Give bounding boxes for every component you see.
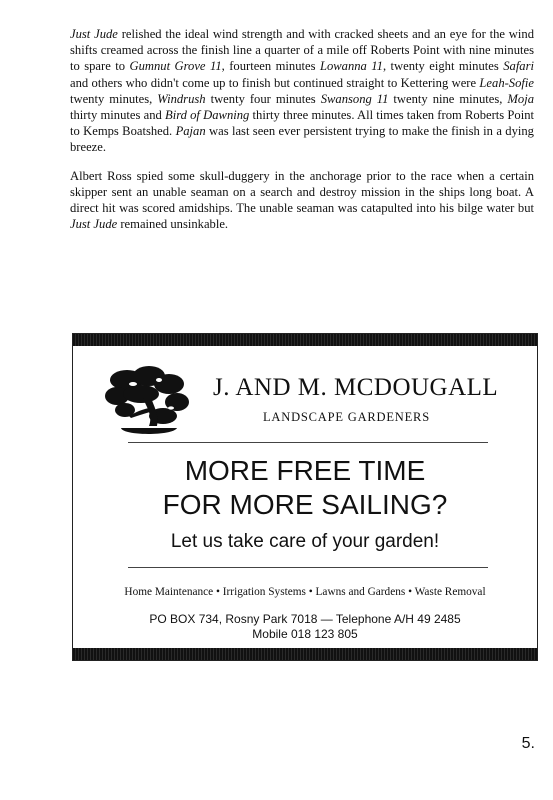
headline-line-2: FOR MORE SAILING? <box>162 489 448 520</box>
subheadline: Let us take care of your garden! <box>170 531 440 552</box>
company-name: J. AND M. MCDOUGALL <box>213 374 499 401</box>
article-paragraph-2: Albert Ross spied some skull-duggery in the anchorage prior to the race when a certain skipper sent an unable seaman on a search and destroy mission in the ships long boat. A direct hit was scored amidships. The unable seaman was catapulted into his bilge water but Just Jude remained unsinkable. <box>70 168 534 232</box>
italic-text: Safari <box>503 59 535 74</box>
headline-line-1: MORE FREE TIME <box>184 455 426 486</box>
italic-text: Lowanna 11 <box>319 59 383 74</box>
ad-bottom-bar <box>73 648 537 660</box>
article-body <box>70 26 534 244</box>
divider <box>128 567 488 568</box>
italic-text: Gumnut Grove 11 <box>129 59 222 74</box>
italic-text: Windrush <box>157 91 206 106</box>
article-paragraph-1: Just Jude relished the ideal wind strength and with cracked sheets and an eye for the wind shifts creamed across the finish line a quarter of a mile off Roberts Point with nine minutes to spare to Gumnut Grove 11, fourteen minutes Lowanna 11, twenty eight minutes Safari and others who didn't come up to finish but continued straight to Kettering were Leah-Sofie twenty minutes, Windrush twenty four minutes Swansong 11 twenty nine minutes, Moja thirty minutes and Bird of Dawning thirty three minutes. All times taken from Roberts Point to Kemps Boatshed. Pajan was last seen ever persistent trying to make the finish in a dying breeze. <box>70 27 535 155</box>
italic-text: Moja <box>507 91 534 106</box>
italic-text: Pajan <box>175 124 206 139</box>
italic-text: Leah-Sofie <box>479 75 534 90</box>
advertisement <box>72 333 538 661</box>
italic-text: Just Jude <box>70 27 118 41</box>
divider <box>128 442 488 443</box>
italic-text: Bird of Dawning <box>165 108 250 123</box>
company-tagline: LANDSCAPE GARDENERS <box>263 410 430 424</box>
services-list: Home Maintenance • Irrigation Systems • Lawns and Gardens • Waste Removal <box>124 586 486 598</box>
italic-text: Swansong 11 <box>320 91 389 106</box>
italic-text: Just Jude <box>70 217 118 232</box>
ad-top-bar <box>73 334 537 346</box>
contact-mobile: Mobile 018 123 805 <box>252 627 358 641</box>
page-number: 5. <box>521 735 535 752</box>
contact-address-phone: PO BOX 734, Rosny Park 7018 — Telephone A/H 49 2485 <box>149 612 461 626</box>
bonsai-tree-icon <box>103 364 193 442</box>
contact-info <box>73 612 537 642</box>
